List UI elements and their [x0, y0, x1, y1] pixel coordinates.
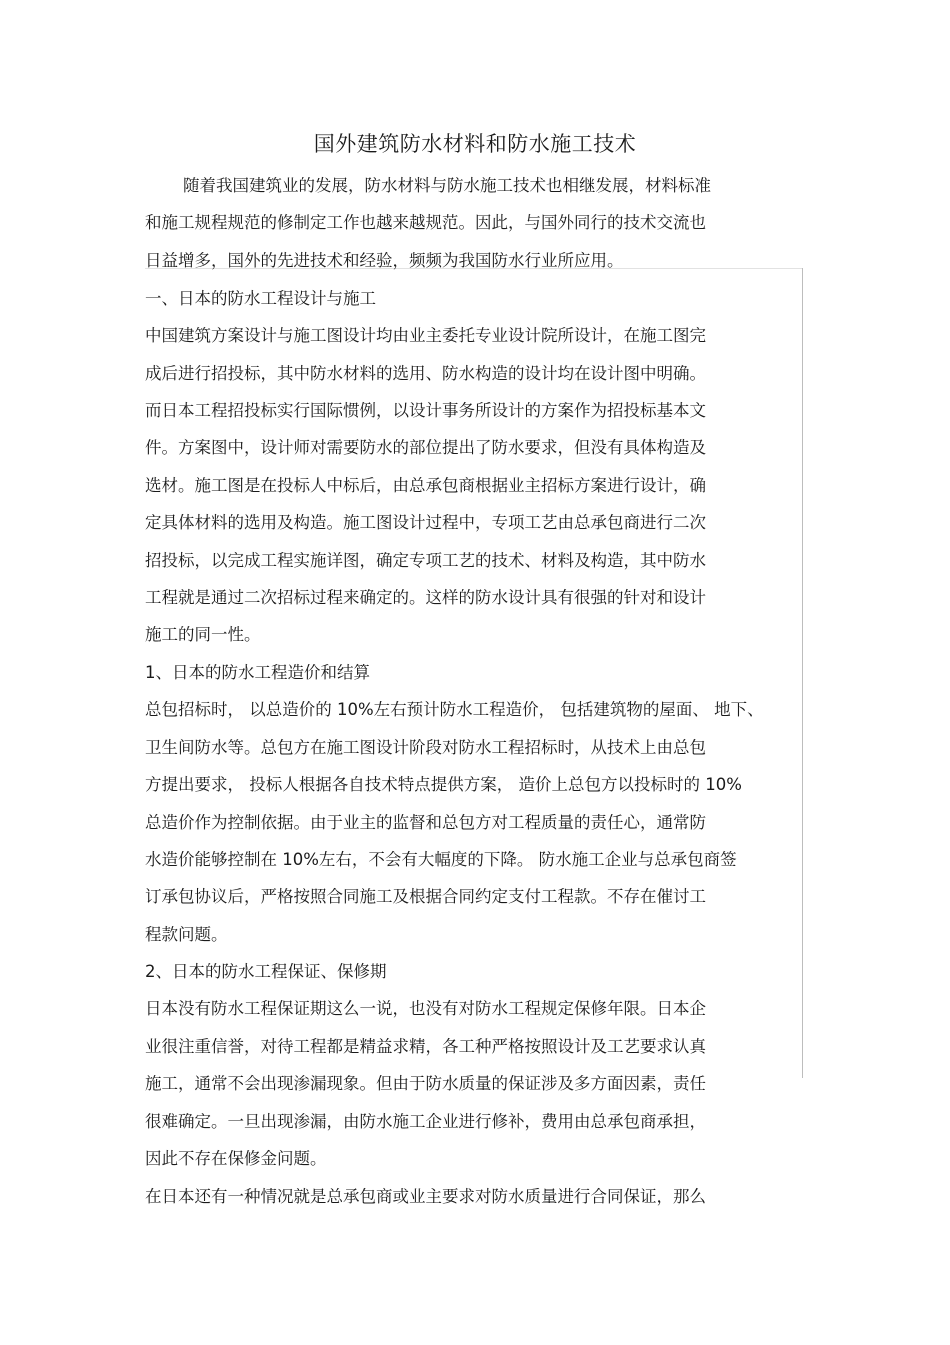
paragraph-line: 随着我国建筑业的发展，防水材料与防水施工技术也相继发展，材料标准	[183, 176, 711, 195]
paragraph-line: 总包招标时， 以总造价的 10%左右预计防水工程造价， 包括建筑物的屋面、 地下、	[145, 700, 764, 719]
paragraph-line: 施工的同一性。	[145, 625, 261, 644]
paragraph-line: 总造价作为控制依据。由于业主的监督和总包方对工程质量的责任心，通常防	[145, 813, 706, 832]
section-heading: 一、日本的防水工程设计与施工	[145, 289, 376, 308]
paragraph-line: 成后进行招投标，其中防水材料的选用、防水构造的设计均在设计图中明确。	[145, 364, 706, 383]
paragraph-line: 件。方案图中，设计师对需要防水的部位提出了防水要求，但没有具体构造及	[145, 438, 706, 457]
subsection-heading: 2、日本的防水工程保证、保修期	[145, 962, 387, 981]
paragraph-line: 方提出要求， 投标人根据各自技术特点提供方案， 造价上总包方以投标时的 10%	[145, 775, 742, 794]
paragraph-line: 程款问题。	[145, 925, 228, 944]
paragraph-line: 日益增多，国外的先进技术和经验，频频为我国防水行业所应用。	[145, 251, 624, 270]
frame-right-border	[802, 268, 803, 1078]
paragraph-line: 施工，通常不会出现渗漏现象。但由于防水质量的保证涉及多方面因素，责任	[145, 1074, 706, 1093]
paragraph-line: 招投标，以完成工程实施详图，确定专项工艺的技术、材料及构造，其中防水	[145, 551, 706, 570]
paragraph-line: 而日本工程招投标实行国际惯例，以设计事务所设计的方案作为招投标基本文	[145, 401, 706, 420]
paragraph-line: 水造价能够控制在 10%左右，不会有大幅度的下降。 防水施工企业与总承包商签	[145, 850, 737, 869]
paragraph-line: 卫生间防水等。总包方在施工图设计阶段对防水工程招标时，从技术上由总包	[145, 738, 706, 757]
paragraph-line: 订承包协议后，严格按照合同施工及根据合同约定支付工程款。不存在催讨工	[145, 887, 706, 906]
paragraph-line: 定具体材料的选用及构造。施工图设计过程中，专项工艺由总承包商进行二次	[145, 513, 706, 532]
paragraph-line: 很难确定。一旦出现渗漏，由防水施工企业进行修补，费用由总承包商承担，	[145, 1112, 706, 1131]
paragraph-line: 在日本还有一种情况就是总承包商或业主要求对防水质量进行合同保证，那么	[145, 1187, 706, 1206]
subsection-heading: 1、日本的防水工程造价和结算	[145, 663, 370, 682]
paragraph-line: 因此不存在保修金问题。	[145, 1149, 327, 1168]
paragraph-line: 工程就是通过二次招标过程来确定的。这样的防水设计具有很强的针对和设计	[145, 588, 706, 607]
paragraph-line: 中国建筑方案设计与施工图设计均由业主委托专业设计院所设计，在施工图完	[145, 326, 706, 345]
paragraph-line: 选材。施工图是在投标人中标后，由总承包商根据业主招标方案进行设计，确	[145, 476, 706, 495]
paragraph-line: 和施工规程规范的修制定工作也越来越规范。因此，与国外同行的技术交流也	[145, 213, 706, 232]
paragraph-line: 日本没有防水工程保证期这么一说，也没有对防水工程规定保修年限。日本企	[145, 999, 706, 1018]
paragraph-line: 业很注重信誉，对待工程都是精益求精，各工种严格按照设计及工艺要求认真	[145, 1037, 706, 1056]
document-title: 国外建筑防水材料和防水施工技术	[313, 132, 637, 156]
